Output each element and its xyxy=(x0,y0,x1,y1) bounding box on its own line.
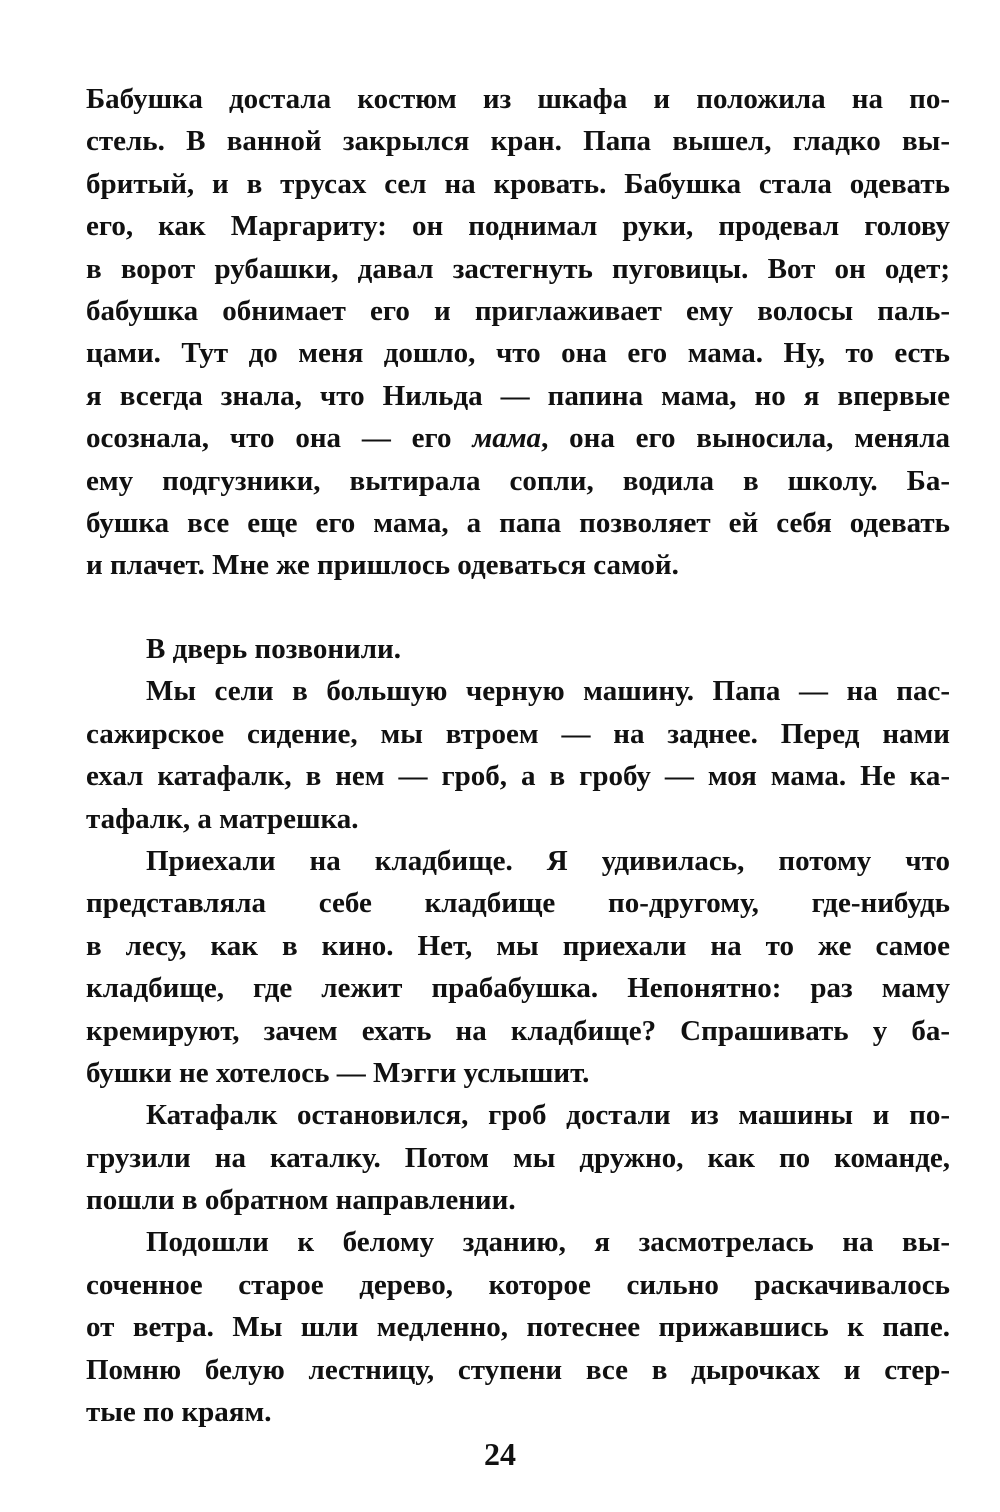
text-line: ему подгузники, вытирала сопли, водила в школу. Ба- xyxy=(86,464,950,497)
text-line: Помню белую лестницу, ступени все в дырочках и стер- xyxy=(86,1353,950,1386)
paragraph-2: В дверь позвонили. xyxy=(146,633,401,665)
text-line: цами. Тут до меня дошло, что она его мама. Ну, то есть xyxy=(86,337,950,370)
text-line: соченное старое дерево, которое сильно раскачивалось xyxy=(86,1268,950,1301)
text-line: тые по краям. xyxy=(86,1396,272,1429)
text-line: бабушка обнимает его и приглаживает ему волосы паль- xyxy=(86,294,950,327)
text-line: кремируют, зачем ехать на кладбище? Спрашивать у ба- xyxy=(86,1014,950,1047)
text-line: в ворот рубашки, давал застегнуть пуговицы. Вот он одет; xyxy=(86,252,950,285)
text-line: сажирское сидение, мы втроем — на заднее. Перед нами xyxy=(86,717,950,750)
text-line: пошли в обратном направлении. xyxy=(86,1184,516,1217)
text-line: Бабушка достала костюм из шкафа и положила на по- xyxy=(86,83,950,115)
text-line: от ветра. Мы шли медленно, потеснее прижавшись к папе. xyxy=(86,1311,950,1344)
text-line: ехал катафалк, в нем — гроб, а в гробу — моя мама. Не ка- xyxy=(86,760,950,793)
text-line: представляла себе кладбище по-другому, где-нибудь xyxy=(86,887,950,920)
text-fragment: , она его выносила, меняла xyxy=(541,422,950,455)
page-number: 24 xyxy=(484,1436,516,1472)
paragraph-1 xyxy=(86,78,950,587)
text-line: стель. В ванной закрылся кран. Папа вышел, гладко вы- xyxy=(86,125,950,158)
text-line: Мы сели в большую черную машину. Папа — на пас- xyxy=(146,675,950,708)
text-line: я всегда знала, что Нильда — папина мама, но я впервые xyxy=(86,379,950,412)
italic-word: мама xyxy=(472,422,542,455)
text-line: и плачет. Мне же пришлось одеваться самой. xyxy=(86,549,679,582)
text-continuation xyxy=(86,628,950,1433)
text-line: тафалк, а матрешка. xyxy=(86,802,359,835)
text-line: грузили на каталку. Потом мы дружно, как по команде, xyxy=(86,1141,950,1174)
text-line: Катафалк остановился, гроб достали из машины и по- xyxy=(146,1099,950,1132)
text-line: его, как Маргариту: он поднимал руки, продевал голову xyxy=(86,210,950,243)
text-line: бритый, и в трусах сел на кровать. Бабушка стала одевать xyxy=(86,167,950,200)
text-line: бушка все еще его мама, а папа позволяет ей себя одевать xyxy=(86,506,950,539)
text-line-with-italic xyxy=(86,417,950,459)
text-line: в лесу, как в кино. Нет, мы приехали на то же самое xyxy=(86,929,950,962)
text-line: кладбище, где лежит прабабушка. Непонятно: раз маму xyxy=(86,972,950,1005)
text-line: Приехали на кладбище. Я удивилась, потому что xyxy=(146,844,950,877)
text-fragment: осознала, что она — его xyxy=(86,422,473,455)
text-line: бушки не хотелось — Мэгги услышит. xyxy=(86,1056,590,1089)
text-line: Подошли к белому зданию, я засмотрелась на вы- xyxy=(146,1226,950,1259)
